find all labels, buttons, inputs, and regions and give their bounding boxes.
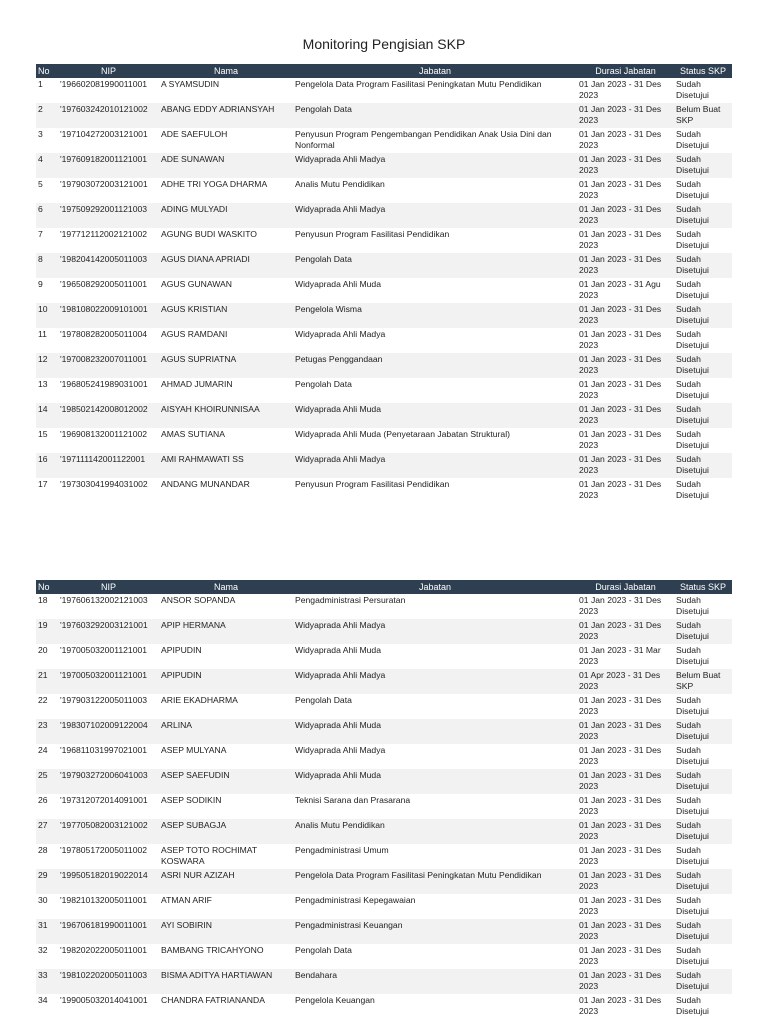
- cell-no: 9: [38, 279, 43, 289]
- cell-durasi: 01 Jan 2023 - 31 Des 2023: [579, 995, 662, 1016]
- cell-durasi: 01 Jan 2023 - 31 Des 2023: [577, 353, 674, 378]
- cell-status: Sudah Disetujui: [676, 945, 709, 966]
- skp-table-1: [36, 64, 732, 503]
- cell-durasi: 01 Apr 2023 - 31 Des 2023: [577, 669, 674, 694]
- table-row: [36, 428, 732, 453]
- cell-jabatan: Widyaprada Ahli Muda: [293, 403, 577, 428]
- cell-durasi: 01 Jan 2023 - 31 Des 2023: [577, 303, 674, 328]
- cell-nip: '198102202005011003: [58, 969, 159, 994]
- skp-table-2: [36, 580, 732, 1019]
- cell-nama: ADHE TRI YOGA DHARMA: [161, 179, 268, 189]
- cell-nip: '197005032001121001: [60, 645, 148, 655]
- cell-jabatan: Pengadministrasi Persuratan: [295, 595, 406, 605]
- cell-durasi: 01 Jan 2023 - 31 Des 2023: [577, 869, 674, 894]
- cell-no: 5: [38, 179, 43, 189]
- cell-nip: '197808282005011004: [60, 329, 148, 339]
- cell-durasi: 01 Jan 2023 - 31 Des 2023: [577, 253, 674, 278]
- cell-no: 10: [36, 303, 58, 328]
- cell-status: Sudah Disetujui: [676, 695, 709, 716]
- cell-status: Sudah Disetujui: [674, 869, 732, 894]
- cell-durasi: 01 Jan 2023 - 31 Des 2023: [579, 695, 662, 716]
- cell-nip: '197712112002121002: [60, 229, 148, 239]
- cell-nip: '196908132001121002: [60, 429, 148, 439]
- header-nama: Nama: [159, 64, 293, 78]
- table-row: [36, 994, 732, 1019]
- table-row: [36, 403, 732, 428]
- cell-status: Belum Buat SKP: [674, 103, 732, 128]
- cell-nip: '197312072014091001: [60, 795, 148, 805]
- cell-nama: AGUNG BUDI WASKITO: [161, 229, 257, 239]
- cell-durasi: 01 Jan 2023 - 31 Des 2023: [577, 453, 674, 478]
- cell-status: Sudah Disetujui: [674, 153, 732, 178]
- cell-nama: APIPUDIN: [159, 669, 293, 694]
- cell-no: 30: [38, 895, 48, 905]
- cell-jabatan: Penyusun Program Fasilitasi Pendidikan: [295, 229, 450, 239]
- cell-status: Sudah Disetujui: [674, 969, 732, 994]
- cell-no: 21: [36, 669, 58, 694]
- header-nip: NIP: [58, 64, 159, 78]
- cell-nama: AHMAD JUMARIN: [161, 379, 233, 389]
- cell-status: Sudah Disetujui: [676, 645, 709, 666]
- cell-nama: AYI SOBIRIN: [159, 919, 293, 944]
- cell-nama: ADE SAEFULOH: [161, 129, 228, 139]
- cell-nama: CHANDRA FATRIANANDA: [161, 995, 265, 1005]
- cell-jabatan: Widyaprada Ahli Muda: [293, 719, 577, 744]
- cell-nama: AMAS SUTIANA: [161, 429, 225, 439]
- cell-no: 16: [36, 453, 58, 478]
- cell-nip: '196805241989031001: [60, 379, 148, 389]
- cell-durasi: 01 Jan 2023 - 31 Des 2023: [579, 845, 662, 866]
- table-row: [36, 894, 732, 919]
- cell-status: Sudah Disetujui: [674, 353, 732, 378]
- cell-status: Sudah Disetujui: [676, 429, 709, 450]
- cell-jabatan: Analis Mutu Pendidikan: [295, 179, 385, 189]
- cell-jabatan: Widyaprada Ahli Madya: [293, 203, 577, 228]
- cell-durasi: 01 Jan 2023 - 31 Des 2023: [577, 403, 674, 428]
- cell-nip: '198307102009122004: [58, 719, 159, 744]
- cell-status: Sudah Disetujui: [676, 329, 709, 350]
- cell-no: 12: [36, 353, 58, 378]
- cell-nama: AGUS KRISTIAN: [159, 303, 293, 328]
- table-row: [36, 944, 732, 969]
- cell-nip: '198202022005011001: [60, 945, 148, 955]
- cell-no: 34: [38, 995, 48, 1005]
- cell-nama: AGUS DIANA APRIADI: [159, 253, 293, 278]
- cell-nama: AGUS SUPRIATNA: [159, 353, 293, 378]
- cell-status: Sudah Disetujui: [676, 895, 709, 916]
- cell-status: Sudah Disetujui: [676, 279, 709, 300]
- table-row: [36, 353, 732, 378]
- cell-no: 29: [36, 869, 58, 894]
- cell-nama: ADING MULYADI: [159, 203, 293, 228]
- cell-durasi: 01 Jan 2023 - 31 Des 2023: [577, 153, 674, 178]
- table-row: [36, 253, 732, 278]
- cell-no: 25: [36, 769, 58, 794]
- cell-no: 4: [36, 153, 58, 178]
- cell-no: 19: [36, 619, 58, 644]
- cell-status: Sudah Disetujui: [676, 79, 709, 100]
- table-row: [36, 303, 732, 328]
- cell-no: 23: [36, 719, 58, 744]
- cell-status: Sudah Disetujui: [676, 379, 709, 400]
- header-nama: Nama: [159, 580, 293, 594]
- cell-durasi: 01 Jan 2023 - 31 Des 2023: [579, 945, 662, 966]
- cell-jabatan: Widyaprada Ahli Madya: [293, 153, 577, 178]
- cell-status: Sudah Disetujui: [674, 403, 732, 428]
- cell-nama: BAMBANG TRICAHYONO: [161, 945, 264, 955]
- table-row: [36, 669, 732, 694]
- cell-status: Sudah Disetujui: [674, 253, 732, 278]
- header-no: No: [36, 580, 58, 594]
- cell-no: 6: [36, 203, 58, 228]
- cell-nama: ARLINA: [159, 719, 293, 744]
- cell-jabatan: Petugas Penggandaan: [293, 353, 577, 378]
- cell-jabatan: Widyaprada Ahli Muda (Penyetaraan Jabatan Struktural): [295, 429, 510, 439]
- cell-no: 33: [36, 969, 58, 994]
- cell-nip: '196602081990011001: [60, 79, 148, 89]
- cell-no: 26: [38, 795, 48, 805]
- cell-durasi: 01 Jan 2023 - 31 Des 2023: [577, 103, 674, 128]
- cell-status: Sudah Disetujui: [674, 453, 732, 478]
- cell-durasi: 01 Jan 2023 - 31 Des 2023: [577, 919, 674, 944]
- cell-status: Sudah Disetujui: [674, 303, 732, 328]
- cell-nama: AMI RAHMAWATI SS: [159, 453, 293, 478]
- table-row: [36, 153, 732, 178]
- table-row: [36, 328, 732, 353]
- cell-nip: '197303041994031002: [60, 479, 148, 489]
- table-row: [36, 794, 732, 819]
- table-row: [36, 919, 732, 944]
- cell-status: Sudah Disetujui: [676, 745, 709, 766]
- table-row: [36, 744, 732, 769]
- cell-nama: ANSOR SOPANDA: [161, 595, 236, 605]
- cell-no: 1: [38, 79, 43, 89]
- cell-nama: ASEP MULYANA: [161, 745, 227, 755]
- cell-nip: '198210132005011001: [60, 895, 148, 905]
- cell-no: 32: [38, 945, 48, 955]
- table-row: [36, 819, 732, 844]
- table-header: [36, 580, 732, 594]
- cell-durasi: 01 Jan 2023 - 31 Des 2023: [577, 619, 674, 644]
- cell-jabatan: Pengolah Data: [295, 945, 352, 955]
- cell-durasi: 01 Jan 2023 - 31 Des 2023: [577, 769, 674, 794]
- page-title: Monitoring Pengisian SKP: [302, 36, 466, 52]
- cell-jabatan: Pengadministrasi Umum: [295, 845, 389, 855]
- cell-nama: ASEP TOTO ROCHIMAT KOSWARA: [161, 845, 257, 866]
- cell-durasi: 01 Jan 2023 - 31 Agu 2023: [579, 279, 661, 300]
- cell-jabatan: Pengelola Keuangan: [295, 995, 375, 1005]
- cell-nama: A SYAMSUDIN: [161, 79, 220, 89]
- cell-nip: '196508292005011001: [60, 279, 148, 289]
- cell-nip: '196811031997021001: [60, 745, 148, 755]
- cell-nama: AISYAH KHOIRUNNISAA: [159, 403, 293, 428]
- cell-jabatan: Widyaprada Ahli Muda: [295, 279, 381, 289]
- cell-jabatan: Pengolah Data: [295, 379, 352, 389]
- header-durasi: Durasi Jabatan: [577, 580, 674, 594]
- cell-status: Sudah Disetujui: [674, 819, 732, 844]
- cell-no: 28: [38, 845, 48, 855]
- cell-durasi: 01 Jan 2023 - 31 Des 2023: [577, 969, 674, 994]
- cell-no: 24: [38, 745, 48, 755]
- table-row: [36, 453, 732, 478]
- cell-durasi: 01 Jan 2023 - 31 Des 2023: [579, 429, 662, 450]
- cell-nip: '198502142008012002: [58, 403, 159, 428]
- table-row: [36, 769, 732, 794]
- cell-jabatan: Teknisi Sarana dan Prasarana: [295, 795, 411, 805]
- cell-durasi: 01 Jan 2023 - 31 Des 2023: [577, 719, 674, 744]
- table-row: [36, 103, 732, 128]
- cell-jabatan: Widyaprada Ahli Madya: [295, 329, 386, 339]
- cell-jabatan: Pengelola Wisma: [293, 303, 577, 328]
- table-row: [36, 228, 732, 253]
- cell-jabatan: Widyaprada Ahli Muda: [293, 769, 577, 794]
- cell-nama: AGUS GUNAWAN: [161, 279, 232, 289]
- cell-status: Sudah Disetujui: [674, 769, 732, 794]
- table-row: [36, 869, 732, 894]
- cell-nama: BISMA ADITYA HARTIAWAN: [159, 969, 293, 994]
- cell-jabatan: Widyaprada Ahli Madya: [293, 453, 577, 478]
- table-row: [36, 694, 732, 719]
- cell-no: 11: [38, 329, 47, 339]
- header-no: No: [36, 64, 58, 78]
- cell-nip: '197805172005011002: [60, 845, 148, 855]
- cell-jabatan: Widyaprada Ahli Muda: [295, 645, 381, 655]
- cell-durasi: 01 Jan 2023 - 31 Des 2023: [579, 79, 662, 100]
- cell-jabatan: Widyaprada Ahli Madya: [293, 669, 577, 694]
- cell-nip: '197903272006041003: [58, 769, 159, 794]
- cell-nip: '199005032014041001: [60, 995, 148, 1005]
- cell-status: Sudah Disetujui: [674, 203, 732, 228]
- cell-nip: '197609182001121001: [58, 153, 159, 178]
- header-status: Status SKP: [674, 580, 732, 594]
- cell-jabatan: Pengolah Data: [293, 103, 577, 128]
- cell-nama: ASEP SAEFUDIN: [159, 769, 293, 794]
- cell-jabatan: Pengolah Data: [293, 253, 577, 278]
- table-row: [36, 719, 732, 744]
- cell-no: 27: [36, 819, 58, 844]
- cell-durasi: 01 Jan 2023 - 31 Des 2023: [577, 203, 674, 228]
- cell-status: Sudah Disetujui: [676, 595, 709, 616]
- table-row: [36, 128, 732, 153]
- cell-nip: '197104272003121001: [60, 129, 148, 139]
- cell-durasi: 01 Jan 2023 - 31 Des 2023: [579, 229, 662, 250]
- cell-nama: APIPUDIN: [161, 645, 202, 655]
- cell-no: 13: [38, 379, 48, 389]
- table-row: [36, 644, 732, 669]
- table-body: [36, 594, 732, 1019]
- header-jabatan: Jabatan: [293, 580, 577, 594]
- cell-durasi: 01 Jan 2023 - 31 Des 2023: [579, 595, 662, 616]
- cell-jabatan: Bendahara: [293, 969, 577, 994]
- cell-nama: ANDANG MUNANDAR: [161, 479, 250, 489]
- table-row: [36, 478, 732, 503]
- cell-status: Sudah Disetujui: [676, 229, 709, 250]
- cell-no: 22: [38, 695, 48, 705]
- cell-jabatan: Pengadministrasi Kepegawaian: [295, 895, 416, 905]
- table-row: [36, 278, 732, 303]
- cell-nip: '197005032001121001: [58, 669, 159, 694]
- cell-nama: ASEP SUBAGJA: [159, 819, 293, 844]
- cell-status: Sudah Disetujui: [676, 479, 709, 500]
- cell-jabatan: Pengelola Data Program Fasilitasi Peningkatan Mutu Pendidikan: [293, 869, 577, 894]
- cell-durasi: 01 Jan 2023 - 31 Des 2023: [579, 329, 662, 350]
- cell-jabatan: Pengolah Data: [295, 695, 352, 705]
- cell-nama: ASRI NUR AZIZAH: [159, 869, 293, 894]
- cell-nip: '197111142001122001: [58, 453, 159, 478]
- cell-nama: AGUS RAMDANI: [161, 329, 228, 339]
- cell-no: 15: [38, 429, 48, 439]
- cell-nip: '197603242010121002: [58, 103, 159, 128]
- cell-no: 18: [38, 595, 48, 605]
- cell-nama: ADE SUNAWAN: [159, 153, 293, 178]
- cell-status: Sudah Disetujui: [676, 179, 709, 200]
- cell-nip: '197603292003121001: [58, 619, 159, 644]
- table-row: [36, 378, 732, 403]
- cell-durasi: 01 Jan 2023 - 31 Des 2023: [579, 745, 662, 766]
- cell-nip: '197903072003121001: [60, 179, 148, 189]
- cell-durasi: 01 Jan 2023 - 31 Des 2023: [579, 179, 662, 200]
- table-row: [36, 619, 732, 644]
- cell-nip: '198204142005011003: [58, 253, 159, 278]
- cell-nama: ASEP SODIKIN: [161, 795, 222, 805]
- cell-nama: ABANG EDDY ADRIANSYAH: [159, 103, 293, 128]
- cell-no: 7: [38, 229, 43, 239]
- cell-durasi: 01 Jan 2023 - 31 Des 2023: [577, 819, 674, 844]
- cell-no: 8: [36, 253, 58, 278]
- cell-jabatan: Analis Mutu Pendidikan: [293, 819, 577, 844]
- table-row: [36, 178, 732, 203]
- cell-nip: '197008232007011001: [58, 353, 159, 378]
- table-row: [36, 844, 732, 869]
- cell-nama: ARIE EKADHARMA: [161, 695, 238, 705]
- header-status: Status SKP: [674, 64, 732, 78]
- cell-no: 17: [38, 479, 48, 489]
- table-row: [36, 969, 732, 994]
- cell-no: 2: [36, 103, 58, 128]
- table-row: [36, 594, 732, 619]
- cell-nama: ATMAN ARIF: [161, 895, 212, 905]
- table-body: [36, 78, 732, 503]
- cell-nip: '197606132002121003: [60, 595, 148, 605]
- cell-jabatan: Widyaprada Ahli Madya: [293, 619, 577, 644]
- cell-nama: APIP HERMANA: [159, 619, 293, 644]
- cell-no: 14: [36, 403, 58, 428]
- cell-durasi: 01 Jan 2023 - 31 Des 2023: [579, 129, 662, 150]
- cell-jabatan: Pengelola Data Program Fasilitasi Peningkatan Mutu Pendidikan: [295, 79, 542, 89]
- cell-status: Sudah Disetujui: [674, 919, 732, 944]
- cell-jabatan: Widyaprada Ahli Madya: [295, 745, 386, 755]
- cell-nip: '198108022009101001: [58, 303, 159, 328]
- cell-jabatan: Pengadministrasi Keuangan: [293, 919, 577, 944]
- header-durasi: Durasi Jabatan: [577, 64, 674, 78]
- cell-no: 3: [38, 129, 43, 139]
- cell-status: Sudah Disetujui: [674, 619, 732, 644]
- cell-nip: '197903122005011003: [60, 695, 148, 705]
- cell-status: Sudah Disetujui: [676, 795, 709, 816]
- cell-durasi: 01 Jan 2023 - 31 Des 2023: [579, 895, 662, 916]
- cell-status: Sudah Disetujui: [676, 129, 709, 150]
- cell-no: 20: [38, 645, 48, 655]
- cell-status: Sudah Disetujui: [674, 719, 732, 744]
- cell-durasi: 01 Jan 2023 - 31 Mar 2023: [579, 645, 661, 666]
- cell-jabatan: Penyusun Program Fasilitasi Pendidikan: [295, 479, 450, 489]
- cell-nip: '196706181990011001: [58, 919, 159, 944]
- cell-durasi: 01 Jan 2023 - 31 Des 2023: [579, 795, 662, 816]
- cell-nip: '199505182019022014: [58, 869, 159, 894]
- cell-status: Sudah Disetujui: [676, 995, 709, 1016]
- table-row: [36, 78, 732, 103]
- cell-jabatan: Penyusun Program Pengembangan Pendidikan Anak Usia Dini dan Nonformal: [295, 129, 552, 150]
- cell-status: Belum Buat SKP: [674, 669, 732, 694]
- table-row: [36, 203, 732, 228]
- cell-no: 31: [36, 919, 58, 944]
- cell-durasi: 01 Jan 2023 - 31 Des 2023: [579, 379, 662, 400]
- cell-status: Sudah Disetujui: [676, 845, 709, 866]
- cell-nip: '197509292001121003: [58, 203, 159, 228]
- cell-nip: '197705082003121002: [58, 819, 159, 844]
- header-nip: NIP: [58, 580, 159, 594]
- cell-durasi: 01 Jan 2023 - 31 Des 2023: [579, 479, 662, 500]
- table-header: [36, 64, 732, 78]
- header-jabatan: Jabatan: [293, 64, 577, 78]
